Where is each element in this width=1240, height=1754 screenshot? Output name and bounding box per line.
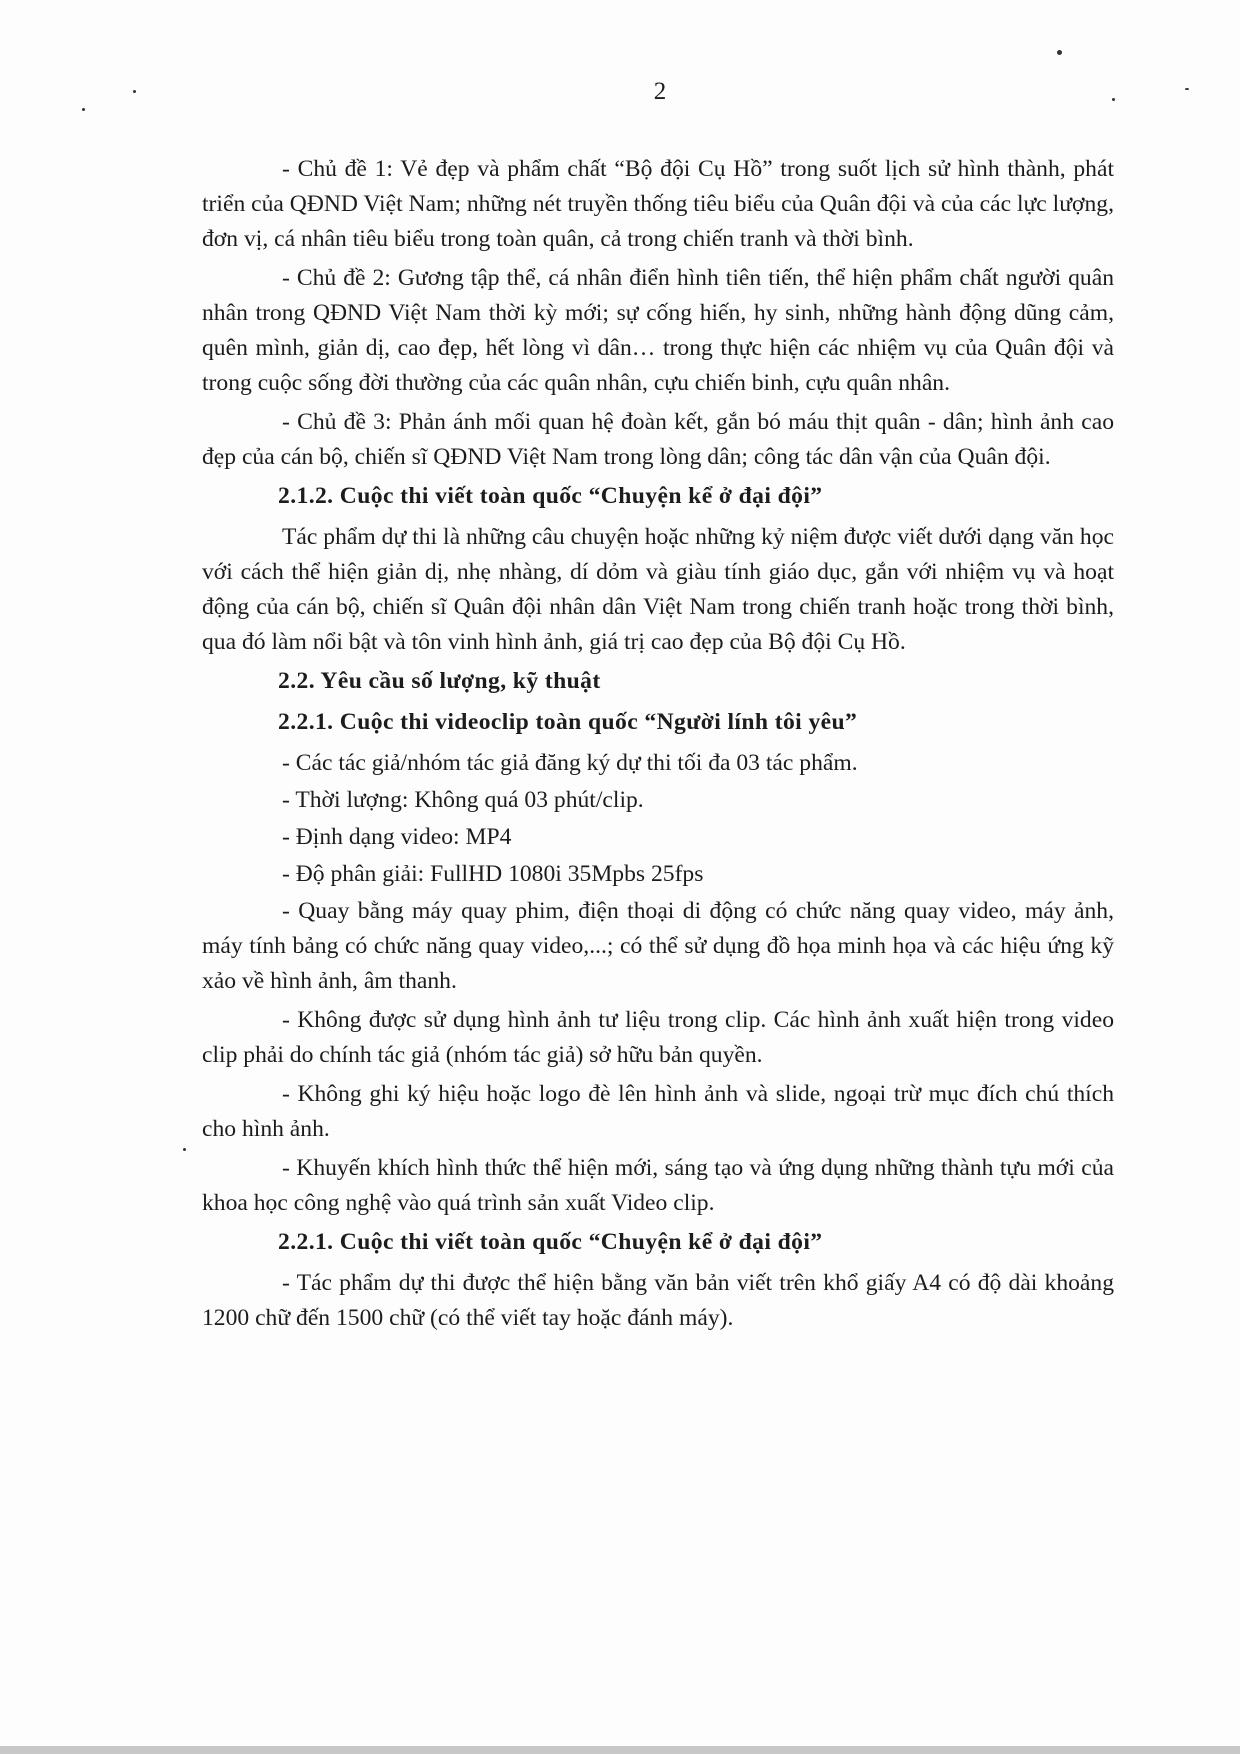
scan-speck — [1112, 98, 1115, 101]
page-number: 2 — [653, 78, 667, 105]
paragraph-no-logo: - Không ghi ký hiệu hoặc logo đè lên hình ảnh và slide, ngoại trừ mục đích chú thích cho hình ảnh. — [202, 1081, 1114, 1142]
scan-bottom-edge — [0, 1746, 1240, 1754]
document-body — [202, 152, 1114, 1340]
paragraph-writing-contest-description: Tác phẩm dự thi là những câu chuyện hoặc những kỷ niệm được viết dưới dạng văn học với cách thể hiện giản dị, nhẹ nhàng, dí dỏm và giàu tính giáo dục, gắn với nhiệm vụ và hoạt động của cán bộ, chiến sĩ Quân đội nhân dân Việt Nam trong chiến tranh hoặc trong thời bình, qua đó làm nổi bật và tôn vinh hình ảnh, giá trị cao đẹp của Bộ đội Cụ Hồ. — [202, 524, 1114, 655]
paragraph-encourage-innovation: - Khuyến khích hình thức thể hiện mới, sáng tạo và ứng dụng những thành tựu mới của khoa học công nghệ vào quá trình sản xuất Video clip. — [202, 1155, 1114, 1216]
heading-2-2-1-writing: 2.2.1. Cuộc thi viết toàn quốc “Chuyện kể ở đại đội” — [278, 1229, 823, 1255]
paragraph-duration: - Thời lượng: Không quá 03 phút/clip. — [282, 787, 644, 813]
paragraph-entry-limit: - Các tác giả/nhóm tác giả đăng ký dự thi tối đa 03 tác phẩm. — [282, 750, 858, 776]
heading-2-1-2: 2.1.2. Cuộc thi viết toàn quốc “Chuyện kể ở đại đội” — [278, 483, 823, 509]
paragraph-resolution: - Độ phân giải: FullHD 1080i 35Mpbs 25fps — [282, 861, 704, 887]
scan-speck — [183, 1148, 186, 1151]
paragraph-writing-format: - Tác phẩm dự thi được thể hiện bằng văn bản viết trên khổ giấy A4 có độ dài khoảng 1200 chữ đến 1500 chữ (có thể viết tay hoặc đánh máy). — [202, 1270, 1114, 1331]
paragraph-video-format: - Định dạng video: MP4 — [282, 824, 512, 850]
heading-2-2-1-video: 2.2.1. Cuộc thi videoclip toàn quốc “Người lính tôi yêu” — [278, 709, 858, 735]
paragraph-recording-devices: - Quay bằng máy quay phim, điện thoại di động có chức năng quay video, máy ảnh, máy tính bảng có chức năng quay video,...; có thể sử dụng đồ họa minh họa và các hiệu ứng kỹ xảo về hình ảnh, âm thanh. — [202, 898, 1114, 994]
scan-speck — [133, 90, 136, 93]
scan-speck — [1057, 50, 1062, 55]
paragraph-theme-1: - Chủ đề 1: Vẻ đẹp và phẩm chất “Bộ đội Cụ Hồ” trong suốt lịch sử hình thành, phát triển của QĐND Việt Nam; những nét truyền thống tiêu biểu của Quân đội và của các lực lượng, đơn vị, cá nhân tiêu biểu trong toàn quân, cả trong chiến tranh và thời bình. — [202, 156, 1114, 252]
heading-2-2: 2.2. Yêu cầu số lượng, kỹ thuật — [278, 668, 601, 694]
paragraph-footage-rights: - Không được sử dụng hình ảnh tư liệu trong clip. Các hình ảnh xuất hiện trong video clip phải do chính tác giả (nhóm tác giả) sở hữu bản quyền. — [202, 1007, 1114, 1068]
scan-speck — [1185, 88, 1189, 90]
paragraph-theme-2: - Chủ đề 2: Gương tập thể, cá nhân điển hình tiên tiến, thể hiện phẩm chất người quân nhân trong QĐND Việt Nam thời kỳ mới; sự cống hiến, hy sinh, những hành động dũng cảm, quên mình, giản dị, cao đẹp, hết lòng vì dân… trong thực hiện các nhiệm vụ của Quân đội và trong cuộc sống đời thường của các quân nhân, cựu chiến binh, cựu quân nhân. — [202, 265, 1114, 396]
paragraph-theme-3: - Chủ đề 3: Phản ánh mối quan hệ đoàn kết, gắn bó máu thịt quân - dân; hình ảnh cao đẹp của cán bộ, chiến sĩ QĐND Việt Nam trong lòng dân; công tác dân vận của Quân đội. — [202, 409, 1114, 470]
scan-speck — [82, 108, 85, 111]
